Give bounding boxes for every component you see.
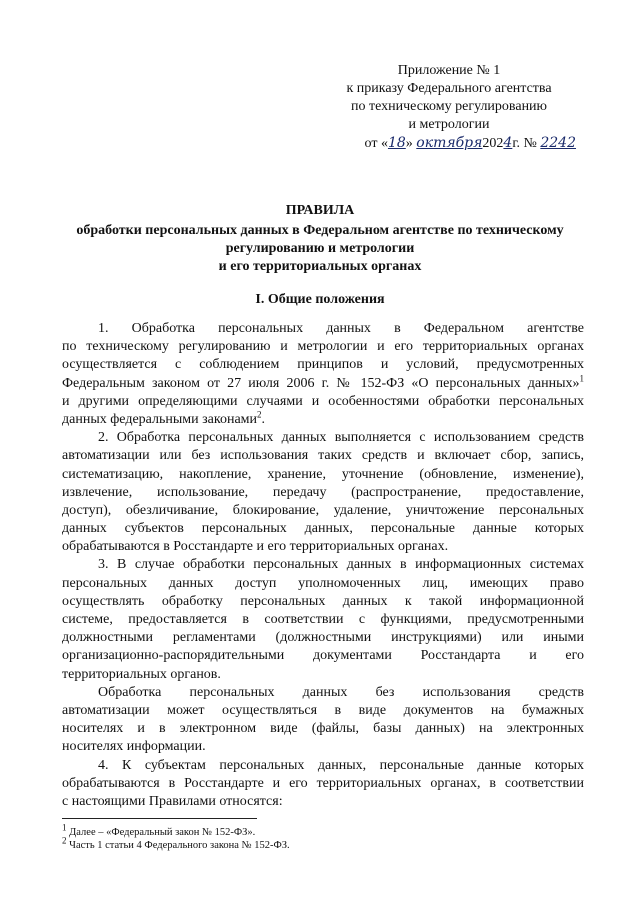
text-line: [62, 411, 584, 429]
text-line: носителях и в электронном виде (файлы, базы данных) на электронных: [62, 721, 584, 737]
footnote-ref: 2: [257, 409, 262, 420]
handwritten-year-digit: 4: [503, 135, 513, 151]
text-line: организационно-распорядительными документами Росстандарта и его: [62, 648, 584, 664]
footnote-2: [62, 835, 290, 852]
order-date-line: [318, 134, 580, 153]
text-line: 1. Обработка персональных данных в Федеральном агентстве: [98, 321, 584, 336]
handwritten-month: октября: [416, 135, 483, 151]
document-subtitle: [56, 222, 584, 276]
text-line: территориальных органов.: [62, 666, 221, 682]
text-fragment: Федеральным законом от 27 июля 2006 г. № 152-ФЗ «О персональных данных»: [62, 375, 580, 391]
text-line: 4. К субъектам персональных данных, персональные данные которых: [98, 757, 584, 773]
text-line: осуществляется с соблюдением принципов и условий, предусмотренных: [62, 357, 584, 373]
text-line: данных субъектов персональных данных, персональные данные которых: [62, 521, 584, 537]
text-line: обрабатываются в Росстандарте и его территориальных органах, в соответствии: [62, 775, 584, 791]
date-year: 202: [482, 136, 504, 151]
footnote-text: Часть 1 статьи 4 Федерального закона № 152-ФЗ.: [66, 840, 290, 851]
footnote-ref: 1: [579, 372, 584, 383]
text-line: [62, 372, 584, 393]
text-line: носителях информации.: [62, 739, 206, 755]
text-line: 2. Обработка персональных данных выполняется с использованием средств: [98, 430, 584, 446]
text-line: должностными регламентами (должностными инструкциями) или иными: [62, 630, 584, 646]
appendix-agency-line: по техническому регулированию: [350, 99, 548, 114]
text-line: Обработка персональных данных без использования средств: [98, 684, 584, 700]
period: .: [261, 411, 266, 427]
date-prefix: от «: [364, 136, 388, 151]
text-line: осуществлять обработку персональных данных к такой информационной: [62, 593, 584, 609]
section-heading: I. Общие положения: [255, 292, 385, 307]
appendix-order-ref: к приказу Федерального агентства: [346, 81, 552, 96]
footnote-text: Далее – «Федеральный закон № 152-ФЗ».: [66, 827, 256, 838]
footnote-divider: [62, 818, 257, 819]
subtitle-line: обработки персональных данных в Федеральном агентстве по техническому: [76, 223, 564, 238]
footnote-mark: 1: [62, 822, 67, 833]
text-fragment: данных федеральными законами: [62, 411, 258, 427]
document-title: ПРАВИЛА: [285, 203, 355, 218]
footnote-mark: 2: [62, 835, 67, 846]
text-line: 3. В случае обработки персональных данных в информационных системах: [98, 557, 584, 573]
text-line: с настоящими Правилами относятся:: [62, 793, 283, 809]
subtitle-line: и его территориальных органах: [218, 259, 422, 274]
text-line: системе, предоставляется в соответствии с функциями, предусмотренными: [62, 612, 584, 627]
appendix-number: Приложение № 1: [397, 63, 501, 78]
subtitle-line: регулированию и метрологии: [225, 241, 415, 256]
handwritten-day: 18: [387, 135, 406, 151]
date-number-label: г. №: [512, 136, 537, 151]
text-line: автоматизации или без использования таких средств и включает сбор, запись,: [62, 448, 584, 464]
document-body: [62, 320, 584, 811]
handwritten-order-number: 2242: [540, 135, 576, 151]
text-line: извлечение, использование, передачу (распространение, предоставление,: [62, 484, 584, 500]
text-line: доступ), обезличивание, блокирование, удаление, уничтожение персональных: [62, 502, 584, 518]
text-line: по техническому регулированию и метрологии и его территориальных органах: [62, 339, 584, 355]
text-line: автоматизации может осуществляться в виде документов на бумажных: [62, 702, 584, 718]
appendix-agency-line-end: и метрологии: [408, 117, 490, 132]
text-line: систематизацию, накопление, хранение, уточнение (обновление, изменение),: [62, 466, 584, 482]
text-line: персональных данных доступ уполномоченных лиц, имеющих право: [62, 575, 584, 591]
text-line: и другими определяющими случаями и особенностями обработки персональных: [62, 393, 584, 409]
appendix-block: [318, 62, 580, 153]
footnote-1: [62, 822, 256, 839]
date-quote: »: [405, 136, 413, 151]
text-line: обрабатываются в Росстандарте и его территориальных органах.: [62, 539, 449, 555]
